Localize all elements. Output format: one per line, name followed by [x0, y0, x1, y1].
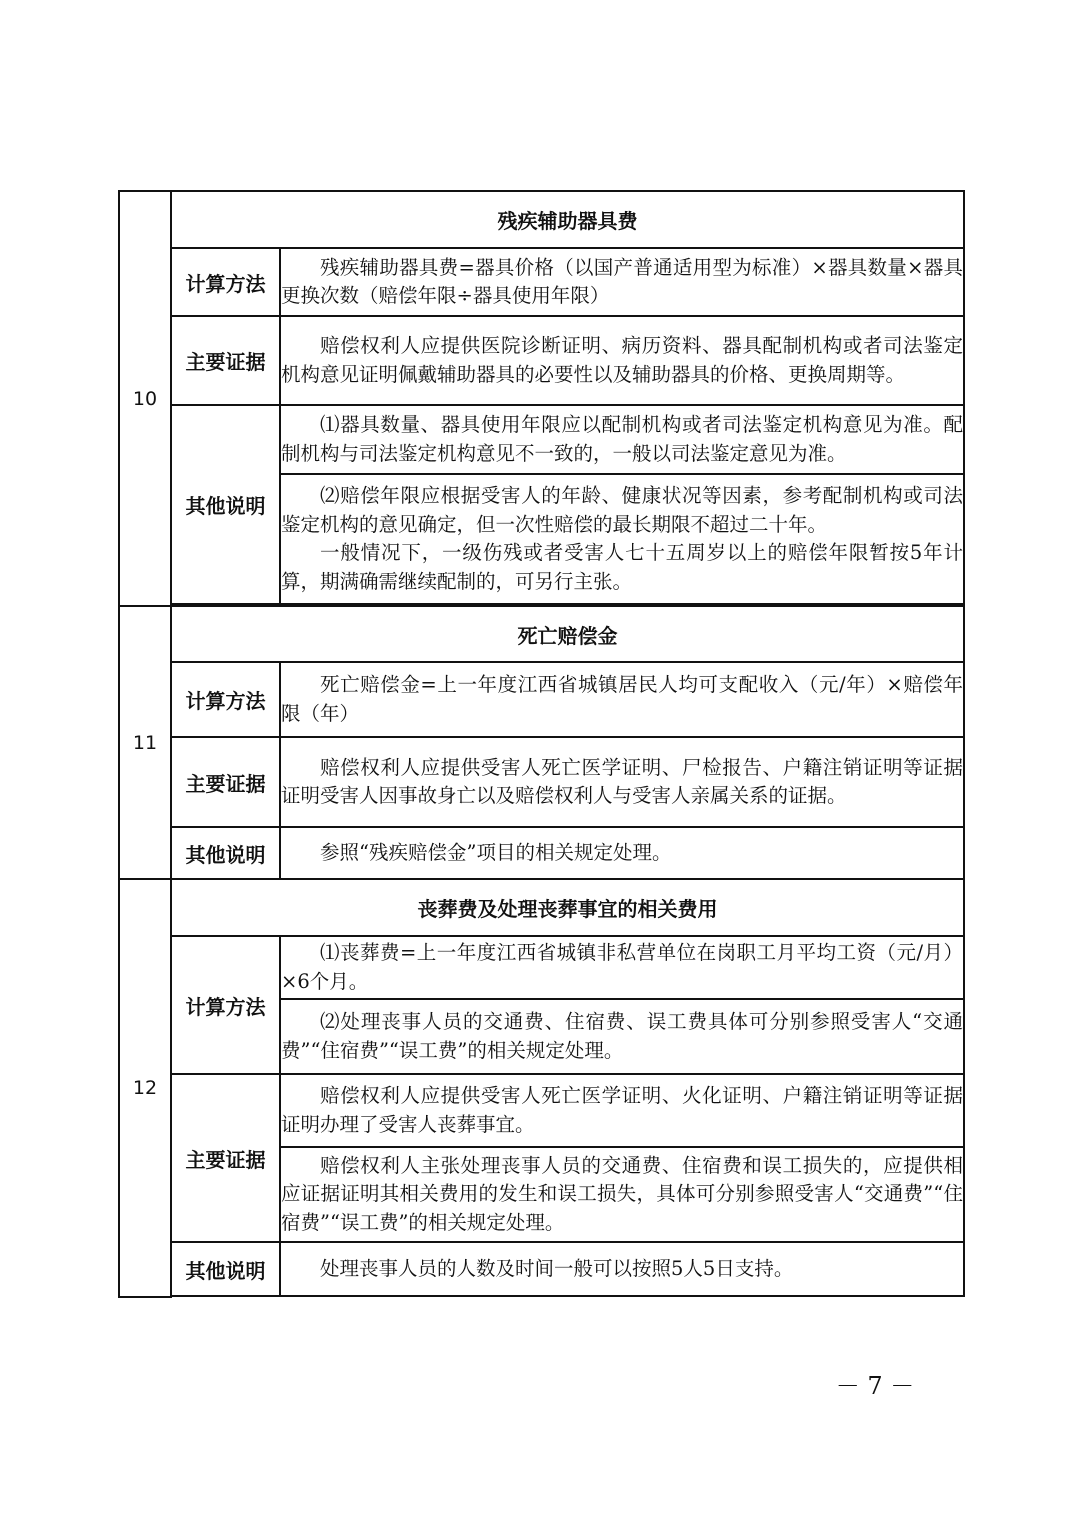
item-number: 11	[119, 606, 171, 879]
table-row	[119, 662, 964, 737]
item-title: 残疾辅助器具费	[171, 191, 964, 248]
main-evidence-text: 赔偿权利人应提供医院诊断证明、病历资料、器具配制机构或者司法鉴定机构意见证明佩戴辅助器具的必要性以及辅助器具的价格、更换周期等。	[280, 316, 964, 405]
table-row	[119, 248, 964, 316]
main-evidence-label: 主要证据	[171, 737, 280, 827]
table-row	[119, 827, 964, 879]
table-row	[119, 879, 964, 936]
calc-method-text: ⑵处理丧事人员的交通费、住宿费、误工费具体可分别参照受害人“交通费”“住宿费”“误工费”的相关规定处理。	[280, 999, 964, 1074]
page-number: － 7 －	[835, 1372, 915, 1400]
item-title: 死亡赔偿金	[171, 606, 964, 662]
main-evidence-text: 赔偿权利人应提供受害人死亡医学证明、火化证明、户籍注销证明等证据证明办理了受害人丧葬事宜。	[280, 1074, 964, 1147]
table-row	[119, 936, 964, 999]
other-notes-text: ⑴器具数量、器具使用年限应以配制机构或者司法鉴定机构意见为准。配制机构与司法鉴定机构意见不一致的，一般以司法鉴定意见为准。	[280, 405, 964, 474]
other-notes-text: 处理丧事人员的人数及时间一般可以按照5人5日支持。	[280, 1242, 964, 1296]
table-row	[119, 405, 964, 474]
main-evidence-label: 主要证据	[171, 1074, 280, 1242]
table-row	[119, 1074, 964, 1147]
other-notes-label: 其他说明	[171, 827, 280, 879]
item-number: 12	[119, 879, 171, 1297]
item-number: 10	[119, 191, 171, 606]
calc-method-text: 死亡赔偿金=上一年度江西省城镇居民人均可支配收入（元/年）×赔偿年限（年）	[280, 662, 964, 737]
other-notes-label: 其他说明	[171, 1242, 280, 1296]
main-evidence-label: 主要证据	[171, 316, 280, 405]
table-row	[119, 191, 964, 248]
table-row	[119, 606, 964, 662]
table-row	[119, 1242, 964, 1296]
other-notes-text: ⑵赔偿年限应根据受害人的年龄、健康状况等因素，参考配制机构或司法鉴定机构的意见确定，但一次性赔偿的最长期限不超过二十年。 一般情况下，一级伤残或者受害人七十五周岁以上的赔偿年限暂按5年计算，期满确需继续配制的，可另行主张。	[280, 474, 964, 604]
calc-method-label: 计算方法	[171, 936, 280, 1074]
compensation-table	[118, 190, 965, 1298]
other-notes-label: 其他说明	[171, 405, 280, 604]
table-row	[119, 316, 964, 405]
main-evidence-text: 赔偿权利人主张处理丧事人员的交通费、住宿费和误工损失的，应提供相应证据证明其相关费用的发生和误工损失，具体可分别参照受害人“交通费”“住宿费”“误工费”的相关规定处理。	[280, 1147, 964, 1242]
table-row	[119, 737, 964, 827]
calc-method-label: 计算方法	[171, 248, 280, 316]
calc-method-label: 计算方法	[171, 662, 280, 737]
main-evidence-text: 赔偿权利人应提供受害人死亡医学证明、尸检报告、户籍注销证明等证据证明受害人因事故身亡以及赔偿权利人与受害人亲属关系的证据。	[280, 737, 964, 827]
calc-method-text: ⑴丧葬费=上一年度江西省城镇非私营单位在岗职工月平均工资（元/月）×6个月。	[280, 936, 964, 999]
other-notes-text: 参照“残疾赔偿金”项目的相关规定处理。	[280, 827, 964, 879]
calc-method-text: 残疾辅助器具费=器具价格（以国产普通适用型为标准）×器具数量×器具更换次数（赔偿年限÷器具使用年限）	[280, 248, 964, 316]
item-title: 丧葬费及处理丧葬事宜的相关费用	[171, 879, 964, 936]
